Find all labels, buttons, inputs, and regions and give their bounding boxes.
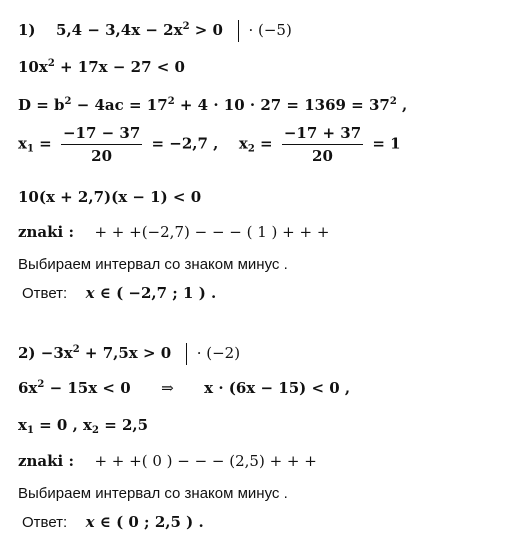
p2-expr: −3x <box>40 344 73 362</box>
p1-rel: > 0 <box>189 21 223 39</box>
p1-signs <box>18 223 329 241</box>
p1-x1-fraction <box>61 124 142 165</box>
p2-answer <box>22 513 204 531</box>
p1-d-mid2: + 4 · 10 · 27 = 1369 = 37 <box>174 96 390 114</box>
p1-x1-val: = −2,7 , <box>146 134 219 153</box>
p2-mult: · (−2) <box>196 344 241 362</box>
p2-l2-b: x · (6x − 15) < 0 , <box>204 379 351 397</box>
p2-x2: x <box>83 416 92 434</box>
p2-signs-label: znaki : <box>18 452 74 470</box>
multiply-divider <box>238 20 239 42</box>
p2-choose: Выбираем интервал со знаком минус . <box>18 485 288 502</box>
p1-line2 <box>18 58 185 76</box>
p2-l2-rest: − 15x < 0 <box>44 379 131 397</box>
p2-answer-value: ∈ ( 0 ; 2,5 ) . <box>94 513 204 531</box>
p1-discriminant <box>18 96 407 114</box>
p1-eq2: = <box>254 134 278 153</box>
p1-answer-tail: . <box>205 284 217 302</box>
p2-signs-value: + + +( 0 ) − − − (2,5) + + + <box>94 452 317 470</box>
p1-expr: 5,4 − 3,4x − 2x <box>56 21 183 39</box>
p2-x2-sub: 2 <box>92 425 99 436</box>
p1-l2-a: 10x <box>18 58 48 76</box>
p2-answer-label: Ответ: <box>22 514 68 531</box>
p1-signs-label: znaki : <box>18 223 74 241</box>
p1-x1-den: 20 <box>91 147 113 165</box>
p2-answer-x: x <box>85 513 95 531</box>
p1-roots <box>18 124 401 165</box>
implies-arrow: ⇒ <box>161 379 174 397</box>
p1-answer-value: ∈ ( −2,7 ; 1 ) <box>94 284 206 302</box>
p1-x2-val: = 1 <box>367 134 401 153</box>
p1-x2-num: −17 + 37 <box>282 124 363 145</box>
p2-x1-val: = 0 , <box>33 416 84 434</box>
p1-answer-x: x <box>85 284 95 302</box>
p1-d-mid: − 4ac = 17 <box>71 96 168 114</box>
p1-answer-label: Ответ: <box>22 285 68 302</box>
p1-d-exp2: 2 <box>167 96 175 107</box>
multiply-divider-2 <box>186 343 187 365</box>
p1-x2-den: 20 <box>312 147 333 165</box>
p1-d-lhs: D = b <box>18 96 65 114</box>
p1-choose: Выбираем интервал со знаком минус . <box>18 256 288 273</box>
p1-line1 <box>18 20 292 42</box>
p2-line2 <box>18 379 350 397</box>
p1-d-tail: , <box>396 96 408 114</box>
p1-x1-sub: 1 <box>26 143 34 155</box>
p1-answer <box>22 284 216 302</box>
p1-label: 1) <box>18 21 36 39</box>
p1-x1: x <box>18 134 27 153</box>
p1-d-exp3: 2 <box>389 96 397 107</box>
p2-exp: 2 <box>72 344 80 355</box>
p2-label: 2) <box>18 344 36 362</box>
p1-x1-num: −17 − 37 <box>61 124 142 145</box>
p2-roots <box>18 416 148 436</box>
p2-x1: x <box>18 416 27 434</box>
p1-d-exp1: 2 <box>64 96 72 107</box>
p1-eq1: = <box>33 134 57 153</box>
p2-line1 <box>18 343 240 365</box>
p1-signs-value: + + +(−2,7) − − − ( 1 ) + + + <box>94 223 330 241</box>
p1-exp: 2 <box>182 21 190 32</box>
p1-l2-rest: + 17x − 27 < 0 <box>54 58 185 76</box>
p2-l2-exp: 2 <box>37 379 45 390</box>
p2-l2-a: 6x <box>18 379 38 397</box>
p1-factored: 10(x + 2,7)(x − 1) < 0 <box>18 188 202 206</box>
p1-x2-fraction <box>282 124 363 165</box>
p2-signs <box>18 452 317 470</box>
p1-mult: · (−5) <box>248 21 292 39</box>
p1-l2-exp: 2 <box>47 58 55 69</box>
p2-rest: + 7,5x > 0 <box>79 344 172 362</box>
p2-x2-val: = 2,5 <box>98 416 149 434</box>
p1-x2: x <box>238 134 248 153</box>
p1-x2-sub: 2 <box>247 143 255 155</box>
p2-x1-sub: 1 <box>26 425 34 436</box>
